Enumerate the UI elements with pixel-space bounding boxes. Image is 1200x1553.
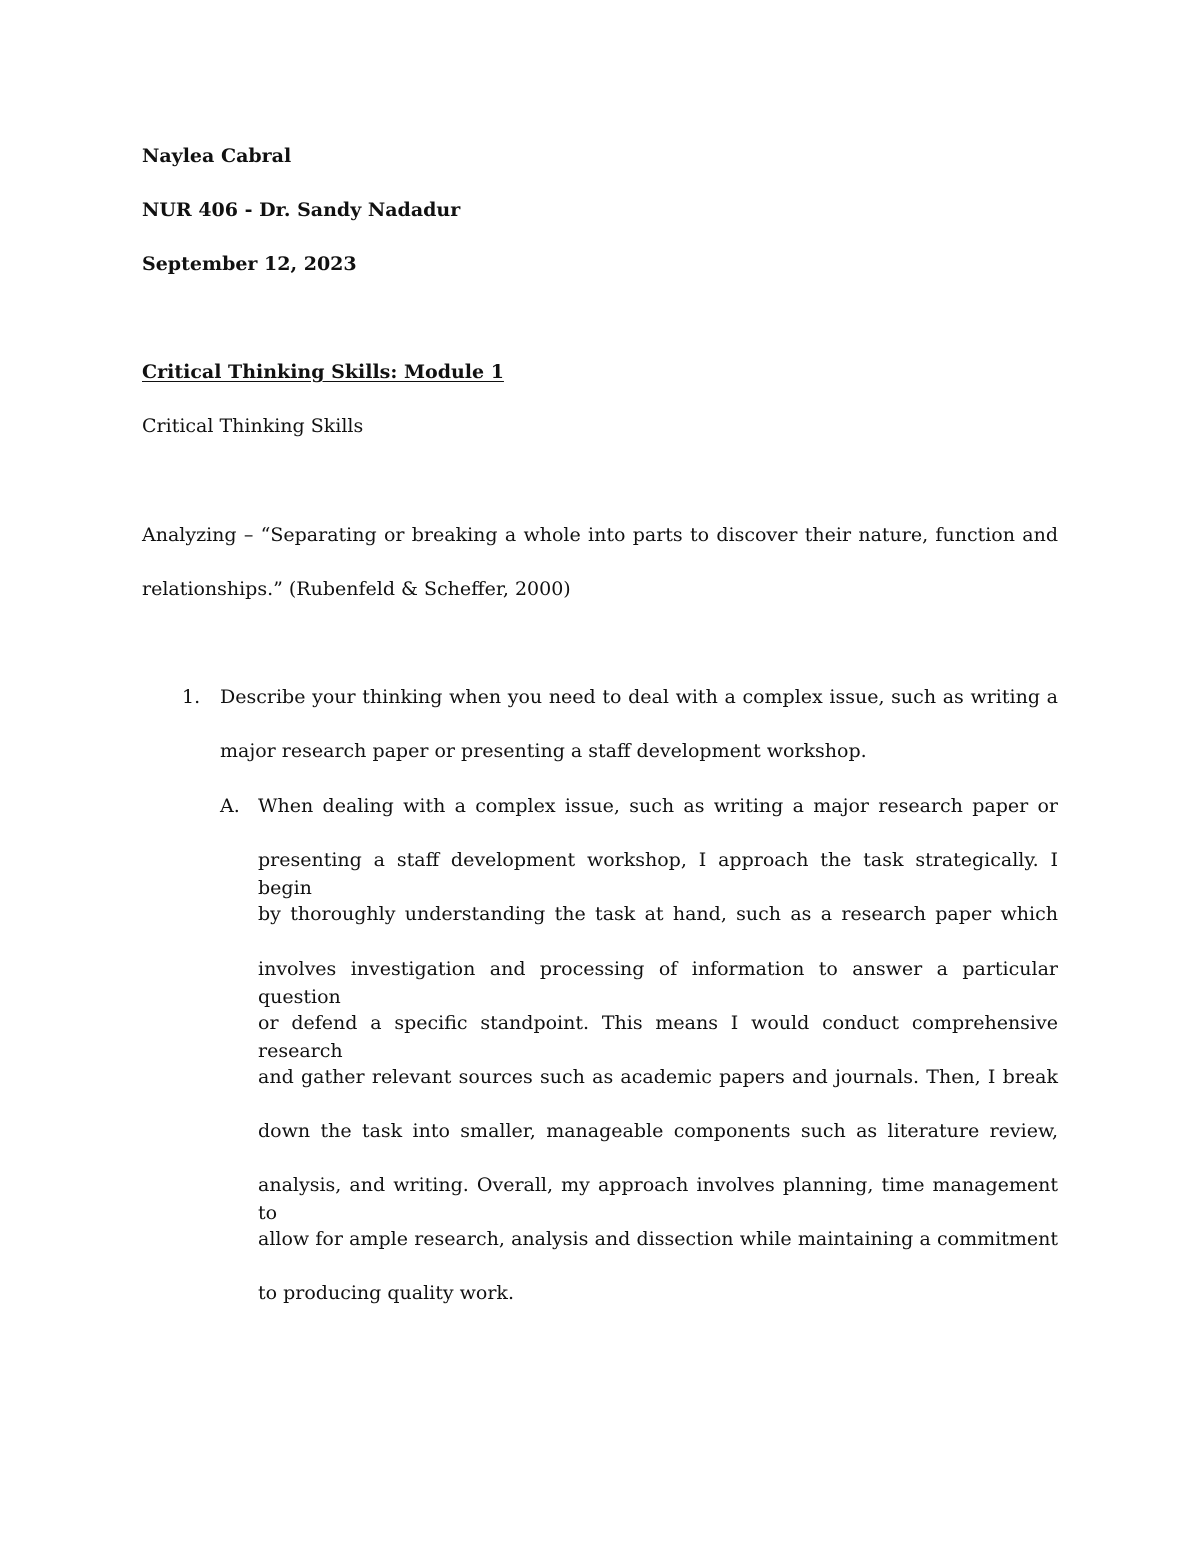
answer-line: presenting a staff development workshop, I approach the task strategically. I begin [258, 849, 1058, 899]
question-line-1: Describe your thinking when you need to deal with a complex issue, such as writing a [220, 686, 1058, 708]
date-line: September 12, 2023 [142, 253, 357, 275]
course-line: NUR 406 - Dr. Sandy Nadadur [142, 199, 461, 221]
author-name: Naylea Cabral [142, 145, 292, 167]
answer-line: involves investigation and processing of information to answer a particular question [258, 958, 1058, 1008]
answer-line: analysis, and writing. Overall, my approach involves planning, time management to [258, 1174, 1058, 1224]
definition-line-2: relationships.” (Rubenfeld & Scheffer, 2000) [142, 578, 571, 600]
answer-line: and gather relevant sources such as academic papers and journals. Then, I break [258, 1066, 1058, 1088]
definition-line-1: Analyzing – “Separating or breaking a whole into parts to discover their nature, function and [142, 524, 1058, 546]
answer-line: allow for ample research, analysis and dissection while maintaining a commitment [258, 1228, 1058, 1250]
document-title: Critical Thinking Skills: Module 1 [142, 361, 504, 383]
document-subtitle: Critical Thinking Skills [142, 415, 364, 437]
question-number: 1. [182, 686, 201, 708]
answer-line: by thoroughly understanding the task at hand, such as a research paper which [258, 903, 1058, 925]
question-line-2: major research paper or presenting a staff development workshop. [220, 740, 867, 762]
answer-line: to producing quality work. [258, 1282, 514, 1304]
answer-line: down the task into smaller, manageable components such as literature review, [258, 1120, 1058, 1142]
answer-line: or defend a specific standpoint. This means I would conduct comprehensive research [258, 1012, 1058, 1062]
answer-marker: A. [220, 795, 240, 817]
answer-line: When dealing with a complex issue, such as writing a major research paper or [258, 795, 1058, 817]
